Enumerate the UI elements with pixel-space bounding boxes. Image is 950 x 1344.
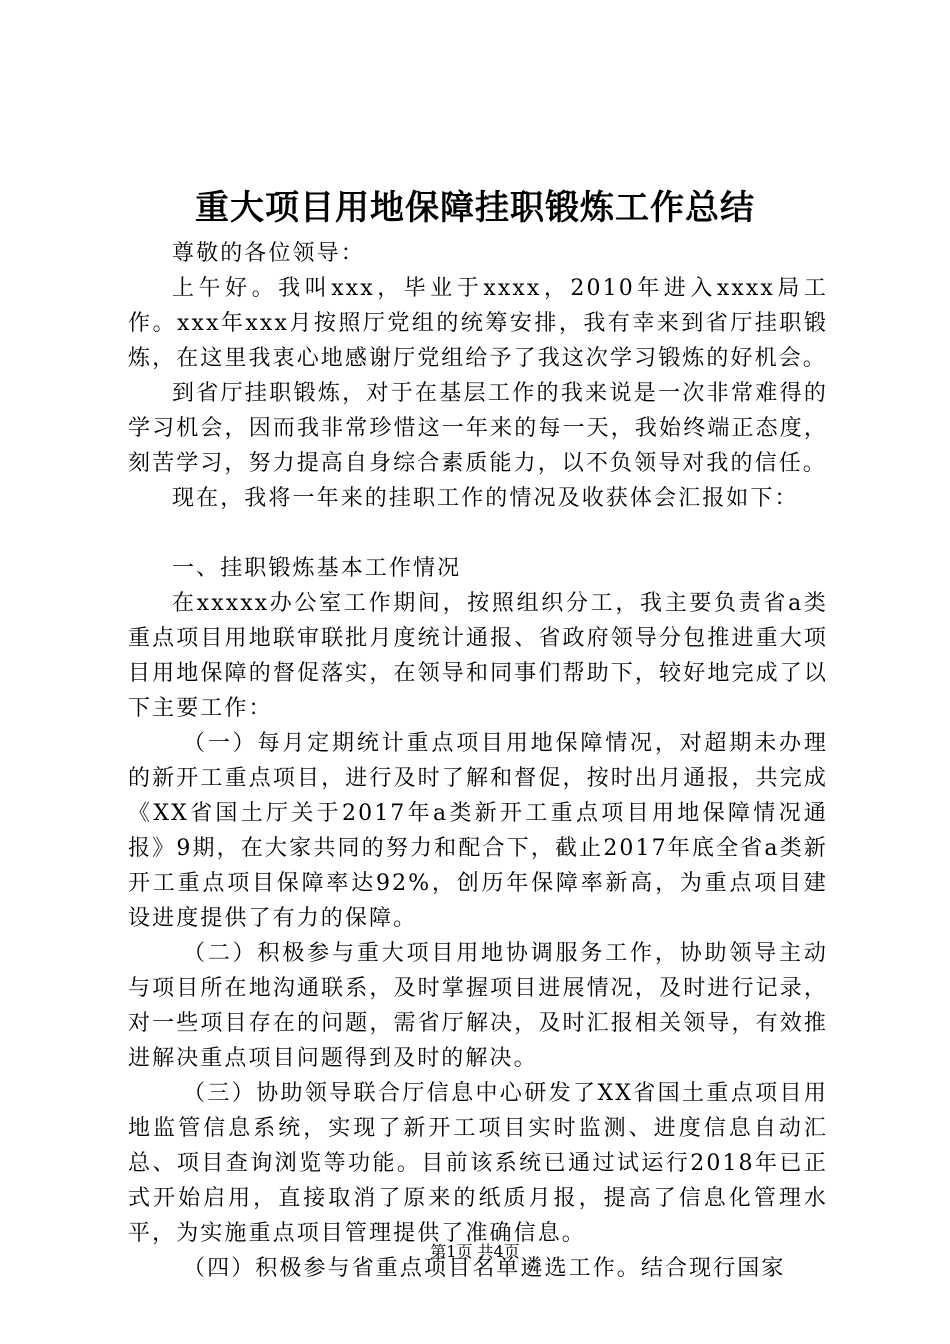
- paragraph-intro: 到省厅挂职锻炼，对于在基层工作的我来说是一次非常难得的学习机会，因而我非常珍惜这一年来的每一天，我始终端正态度，刻苦学习，努力提高自身综合素质能力，以不负领导对我的信任。: [128, 381, 828, 476]
- document-body: [128, 236, 828, 1286]
- section-heading: 一、挂职锻炼基本工作情况: [172, 556, 462, 581]
- paragraph-item-1: （一）每月定期统计重点项目用地保障情况，对超期未办理的新开工重点项目，进行及时了解和督促，按时出月通报，共完成《XX省国土厅关于2017年a类新开工重点项目用地保障情况通报》9期，在大家共同的努力和配合下，截止2017年底全省a类新开工重点项目保障率达92%，创历年保障率新高，为重点项目建设进度提供了有力的保障。: [128, 731, 828, 931]
- page-number: 第1页 共4页: [430, 1242, 520, 1261]
- paragraph-item-2: （二）积极参与重大项目用地协调服务工作，协助领导主动与项目所在地沟通联系，及时掌握项目进展情况，及时进行记录，对一些项目存在的问题，需省厅解决，及时汇报相关领导，有效推进解决重点项目问题得到及时的解决。: [128, 941, 828, 1071]
- document-title: 重大项目用地保障挂职锻炼工作总结: [195, 188, 755, 228]
- salutation: 尊敬的各位领导：: [172, 241, 365, 266]
- paragraph-item-3: （三）协助领导联合厅信息中心研发了XX省国土重点项目用地监管信息系统，实现了新开工项目实时监测、进度信息自动汇总、项目查询浏览等功能。目前该系统已通过试运行2018年已正式开始启用，直接取消了原来的纸质月报，提高了信息化管理水平，为实施重点项目管理提供了准确信息。: [128, 1081, 828, 1246]
- paragraph-report-intro: 现在，我将一年来的挂职工作的情况及收获体会汇报如下：: [172, 486, 799, 511]
- paragraph-duties: 在xxxxx办公室工作期间，按照组织分工，我主要负责省a类重点项目用地联审联批月度统计通报、省政府领导分包推进重大项目用地保障的督促落实，在领导和同事们帮助下，较好地完成了以下主要工作：: [128, 591, 828, 721]
- paragraph-greeting: 上午好。我叫xxx，毕业于xxxx，2010年进入xxxx局工作。xxx年xxx月按照厅党组的统筹安排，我有幸来到省厅挂职锻炼，在这里我衷心地感谢厅党组给予了我这次学习锻炼的好机会。: [128, 276, 828, 371]
- paragraph-item-4: （四）积极参与省重点项目名单遴选工作。结合现行国家: [183, 1256, 786, 1281]
